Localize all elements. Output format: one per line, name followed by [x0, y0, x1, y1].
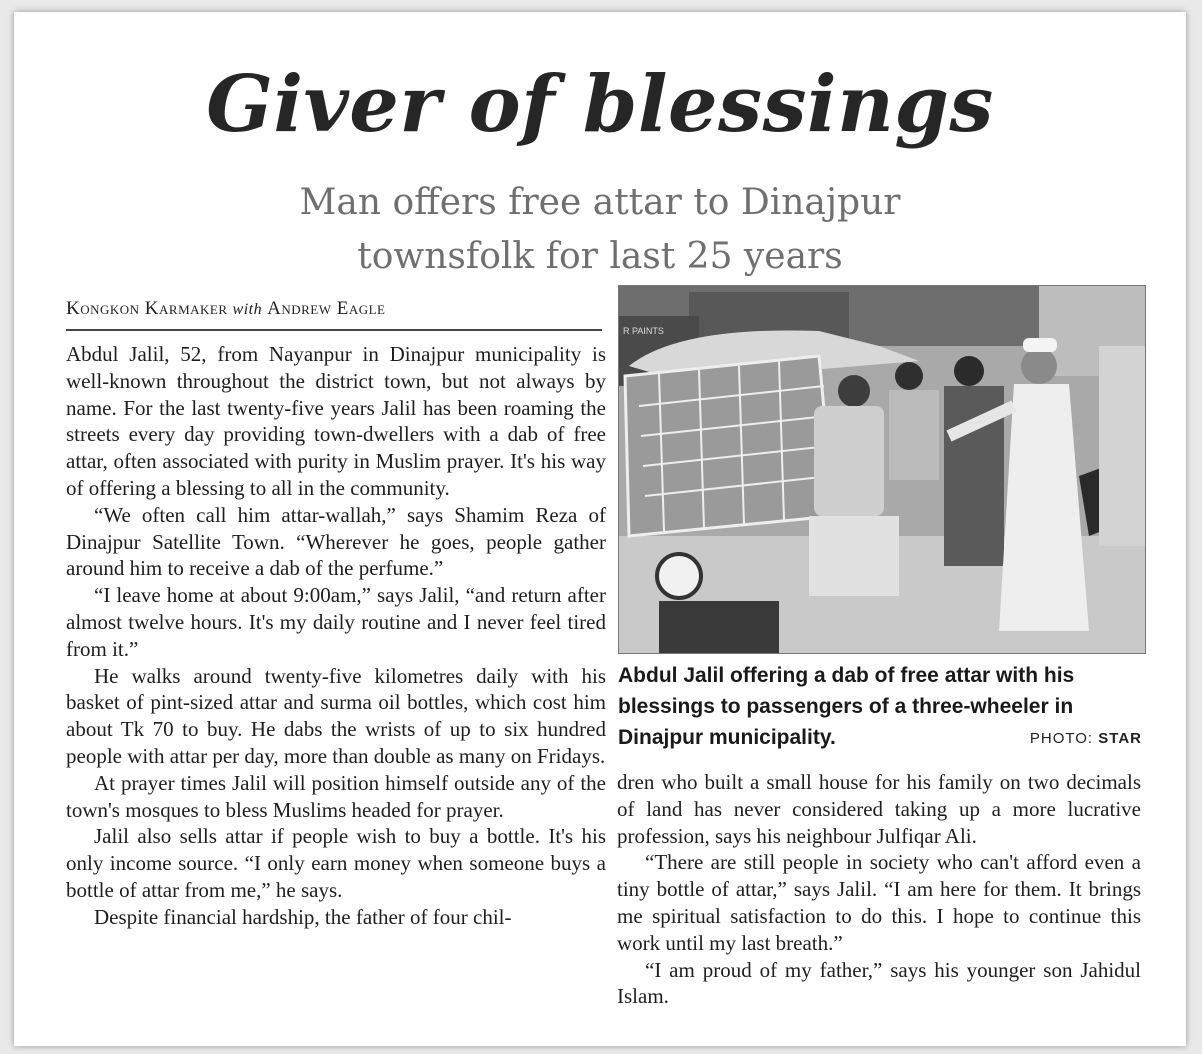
- photo-caption: Abdul Jalil offering a dab of free attar with his blessings to passengers of a three-wheeler in Dinajpur municipality.: [618, 664, 1075, 749]
- subhead-line-1: Man offers free attar to Dinajpur: [299, 182, 901, 223]
- paragraph: “There are still people in society who can't afford even a tiny bottle of attar,” says Jalil. “I am here for them. It brings me spiritual satisfaction to do this. I hope to continue this work until my last breath.”: [617, 850, 1141, 955]
- news-photo: [618, 285, 1146, 654]
- paragraph: “I am proud of my father,” says his younger son Jahidul Islam.: [617, 957, 1141, 1009]
- credit-label: PHOTO:: [1029, 730, 1094, 747]
- author-secondary: Andrew Eagle: [267, 298, 386, 319]
- photo-illustration: [619, 286, 1145, 653]
- byline: [66, 298, 602, 320]
- body-column-right: [617, 769, 1141, 1010]
- subhead-line-2: townsfolk for last 25 years: [357, 236, 843, 277]
- paragraph: At prayer times Jalil will position himself outside any of the town's mosques to bless Muslims headed for prayer.: [66, 770, 606, 822]
- subheadline: [14, 176, 1186, 284]
- byline-joiner: with: [232, 301, 263, 318]
- shop-sign-text: R PAINTS: [623, 326, 664, 336]
- windshield-grid: [625, 356, 834, 536]
- paragraph: dren who built a small house for his family on two decimals of land has never considered taking up a more lucrative profession, says his neighbour Julfiqar Ali.: [617, 770, 1141, 848]
- newspaper-clipping: [14, 12, 1186, 1046]
- paragraph: Despite financial hardship, the father of four chil-: [94, 904, 512, 929]
- paragraph: “I leave home at about 9:00am,” says Jalil, “and return after almost twelve hours. It's my daily routine and I never feel tired from it.”: [66, 583, 606, 661]
- paragraph: He walks around twenty-five kilometres daily with his basket of pint-sized attar and surma oil bottles, which cost him about Tk 70 to buy. He dabs the wrists of up to six hundred people with attar per day, more than double as many on Fridays.: [66, 663, 606, 768]
- paragraph: Jalil also sells attar if people wish to buy a bottle. It's his only income source. “I only earn money when someone buys a bottle of attar from me,” he says.: [66, 824, 606, 902]
- photo-credit: [1014, 730, 1142, 747]
- author-primary: Kongkon Karmaker: [66, 298, 228, 319]
- credit-source: STAR: [1098, 730, 1142, 747]
- headline: Giver of blessings: [206, 59, 994, 150]
- paragraph: “We often call him attar-wallah,” says Shamim Reza of Dinajpur Satellite Town. “Wherever he goes, people gather around him to receive a dab of the perfume.”: [66, 502, 606, 581]
- byline-rule: [66, 329, 602, 331]
- body-column-left: [66, 341, 606, 931]
- paragraph: Abdul Jalil, 52, from Nayanpur in Dinajpur municipality is well-known throughout the district town, but not always by name. For the last twenty-five years Jalil has been roaming the streets every day providing town-dwellers with a dab of free attar, often associated with purity in Muslim prayer. It's his way of offering a blessing to all in the community.: [66, 342, 606, 500]
